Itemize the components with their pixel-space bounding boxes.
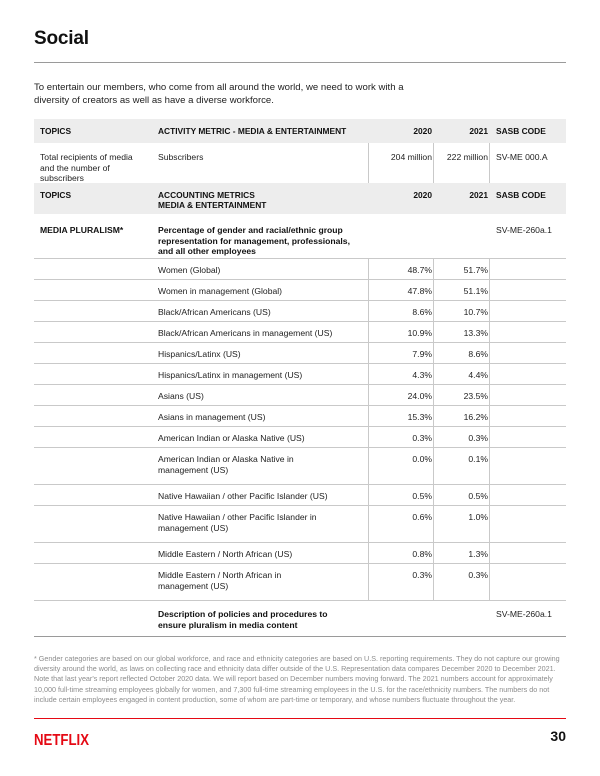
row-value-2021: 4.4% <box>468 370 488 380</box>
row-label: Middle Eastern / North African in management (US) <box>158 570 282 591</box>
table-header-accounting <box>34 183 566 214</box>
column-divider <box>489 406 490 427</box>
column-divider <box>433 406 434 427</box>
header-topics: TOPICS <box>40 126 72 136</box>
table-row <box>34 485 566 506</box>
column-divider <box>368 406 369 427</box>
pluralism-heading-row <box>34 214 566 259</box>
row-value-2021: 0.3% <box>468 433 488 443</box>
column-divider <box>433 564 434 601</box>
column-divider <box>368 322 369 343</box>
pluralism-sasb: SV-ME-260a.1 <box>496 225 552 235</box>
row-value-2020: 4.3% <box>412 370 432 380</box>
column-divider <box>433 343 434 364</box>
row-value-2020: 0.5% <box>412 491 432 501</box>
row-value-2020: 47.8% <box>407 286 432 296</box>
table-row <box>34 343 566 364</box>
column-divider <box>368 259 369 280</box>
row-label: American Indian or Alaska Native (US) <box>158 433 305 443</box>
row-value-2021: 13.3% <box>463 328 488 338</box>
row-label: Black/African Americans in management (US) <box>158 328 333 338</box>
row-value-2020: 15.3% <box>407 412 432 422</box>
header2-2020: 2020 <box>413 190 432 200</box>
row-label: Hispanics/Latinx (US) <box>158 349 241 359</box>
policy-row <box>34 601 566 637</box>
column-divider <box>368 543 369 564</box>
header-2020: 2020 <box>413 126 432 136</box>
row-value-2020: 0.8% <box>412 549 432 559</box>
column-divider <box>489 301 490 322</box>
row-value-2021: 0.5% <box>468 491 488 501</box>
table-row <box>34 427 566 448</box>
subscribers-metric: Subscribers <box>158 152 204 162</box>
column-divider <box>433 385 434 406</box>
netflix-logo-text: NETFLIX <box>34 732 90 749</box>
page-number: 30 <box>550 728 566 744</box>
policy-sasb: SV-ME-260a.1 <box>496 609 552 619</box>
column-divider <box>489 485 490 506</box>
row-value-2020: 48.7% <box>407 265 432 275</box>
row-value-2020: 7.9% <box>412 349 432 359</box>
pluralism-heading: Percentage of gender and racial/ethnic group representation for management, professionals, and all other employees <box>158 225 350 257</box>
row-label: Black/African Americans (US) <box>158 307 271 317</box>
column-divider <box>433 259 434 280</box>
row-value-2021: 8.6% <box>468 349 488 359</box>
row-value-2021: 10.7% <box>463 307 488 317</box>
column-divider <box>368 385 369 406</box>
column-divider <box>489 448 490 485</box>
title-divider <box>34 62 566 63</box>
row-label: Native Hawaiian / other Pacific Islander in management (US) <box>158 512 317 533</box>
table-row <box>34 280 566 301</box>
subscribers-sasb: SV-ME 000.A <box>496 152 548 162</box>
table-row-subscribers <box>34 143 566 183</box>
column-divider <box>433 143 434 183</box>
column-divider <box>489 143 490 183</box>
row-label: Women in management (Global) <box>158 286 283 296</box>
column-divider <box>368 485 369 506</box>
column-divider <box>489 259 490 280</box>
row-value-2021: 0.1% <box>468 454 488 464</box>
column-divider <box>489 343 490 364</box>
row-value-2020: 0.3% <box>412 570 432 580</box>
footnote: * Gender categories are based on our global workforce, and race and ethnicity categories are based on U.S. reporting requirements. They do not capture our growing diversity around the world, as laws on collecting race and ethnicity data differ outside of the U.S. Representation data compares December 2020 to December 2021. Note that last year's report reflected October 2020 data. We will report based on December numbers moving forward. The 2021 numbers account for approximately 10,000 full-time streaming employees globally for women, and 7,300 full-time streaming employees in the U.S. for the race/ethnicity numbers. The numbers do not include certain employees engaged in content production, some of whom are part-time or temporary, and whose numbers fluctuate throughout the year. <box>34 654 560 704</box>
column-divider <box>489 322 490 343</box>
column-divider <box>489 564 490 601</box>
column-divider <box>433 506 434 543</box>
column-divider <box>489 364 490 385</box>
column-divider <box>368 506 369 543</box>
column-divider <box>489 543 490 564</box>
row-value-2020: 0.3% <box>412 433 432 443</box>
row-label: American Indian or Alaska Native in management (US) <box>158 454 294 475</box>
subscribers-2020: 204 million <box>390 152 432 162</box>
metrics-table <box>34 119 566 637</box>
table-row <box>34 364 566 385</box>
header2-topics: TOPICS <box>40 190 72 200</box>
row-value-2020: 8.6% <box>412 307 432 317</box>
column-divider <box>433 364 434 385</box>
column-divider <box>489 280 490 301</box>
table-row <box>34 301 566 322</box>
column-divider <box>489 506 490 543</box>
column-divider <box>368 280 369 301</box>
column-divider <box>368 301 369 322</box>
column-divider <box>368 427 369 448</box>
header-2021: 2021 <box>469 126 488 136</box>
row-value-2021: 23.5% <box>463 391 488 401</box>
table-row <box>34 543 566 564</box>
column-divider <box>368 364 369 385</box>
pluralism-topic: MEDIA PLURALISM* <box>40 225 124 235</box>
row-value-2020: 0.6% <box>412 512 432 522</box>
column-divider <box>433 322 434 343</box>
column-divider <box>433 485 434 506</box>
footer-divider <box>34 718 566 719</box>
header2-sasb: SASB CODE <box>496 190 546 200</box>
table-row <box>34 322 566 343</box>
header-metric: ACTIVITY METRIC - MEDIA & ENTERTAINMENT <box>158 126 347 136</box>
row-label: Asians (US) <box>158 391 204 401</box>
column-divider <box>433 543 434 564</box>
subscribers-2021: 222 million <box>446 152 488 162</box>
table-row <box>34 506 566 543</box>
column-divider <box>433 301 434 322</box>
intro-paragraph: To entertain our members, who come from all around the world, we need to work with a diversity of creators as well as have a diverse workforce. <box>34 82 404 106</box>
row-value-2020: 24.0% <box>407 391 432 401</box>
header2-2021: 2021 <box>469 190 488 200</box>
table-row <box>34 564 566 601</box>
row-value-2021: 1.0% <box>468 512 488 522</box>
table-row <box>34 406 566 427</box>
row-label: Native Hawaiian / other Pacific Islander (US) <box>158 491 328 501</box>
page-title: Social <box>34 28 89 49</box>
row-value-2020: 10.9% <box>407 328 432 338</box>
row-value-2021: 16.2% <box>463 412 488 422</box>
column-divider <box>368 343 369 364</box>
column-divider <box>433 280 434 301</box>
column-divider <box>368 143 369 183</box>
row-value-2021: 51.1% <box>463 286 488 296</box>
row-value-2021: 51.7% <box>463 265 488 275</box>
column-divider <box>433 448 434 485</box>
header2-metric-line1: ACCOUNTING METRICS <box>158 190 255 200</box>
table-row <box>34 448 566 485</box>
table-row <box>34 385 566 406</box>
pluralism-rows <box>34 259 566 601</box>
row-value-2021: 0.3% <box>468 570 488 580</box>
netflix-logo <box>34 728 90 750</box>
column-divider <box>433 427 434 448</box>
header2-metric-line2: MEDIA & ENTERTAINMENT <box>158 200 267 210</box>
column-divider <box>368 564 369 601</box>
column-divider <box>368 448 369 485</box>
column-divider <box>489 427 490 448</box>
row-value-2021: 1.3% <box>468 549 488 559</box>
header-sasb: SASB CODE <box>496 126 546 136</box>
policy-text: Description of policies and procedures to ensure pluralism in media content <box>158 609 328 630</box>
row-label: Hispanics/Latinx in management (US) <box>158 370 303 380</box>
table-row <box>34 259 566 280</box>
row-label: Middle Eastern / North African (US) <box>158 549 293 559</box>
row-label: Asians in management (US) <box>158 412 266 422</box>
table-header-activity <box>34 119 566 143</box>
row-label: Women (Global) <box>158 265 221 275</box>
column-divider <box>489 385 490 406</box>
row-value-2020: 0.0% <box>412 454 432 464</box>
subscribers-topic: Total recipients of media and the number of subscribers <box>40 152 133 184</box>
